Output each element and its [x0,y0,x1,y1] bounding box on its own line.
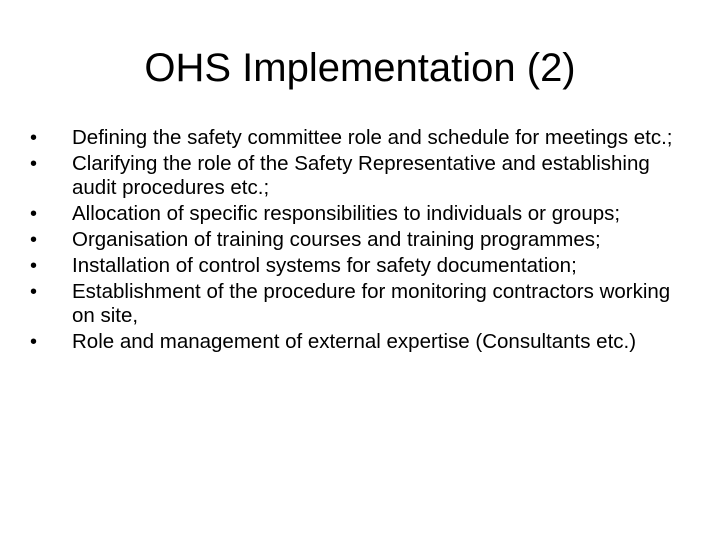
bullet-text: Installation of control systems for safety documentation; [72,254,577,277]
list-item [30,126,690,150]
bullet-icon: • [30,203,38,225]
bullet-list [30,126,690,356]
list-item [30,254,690,278]
list-item [30,228,690,252]
slide-title: OHS Implementation (2) [144,46,576,90]
list-item [30,330,690,354]
bullet-text: Organisation of training courses and training programmes; [72,228,601,251]
list-item [30,280,690,328]
list-item [30,202,690,226]
bullet-text: Clarifying the role of the Safety Representative and establishing audit procedures etc.; [72,152,650,199]
bullet-icon: • [30,229,38,251]
bullet-icon: • [30,255,38,277]
bullet-text: Establishment of the procedure for monitoring contractors working on site, [72,280,671,327]
list-item [30,152,690,200]
bullet-icon: • [30,331,38,353]
bullet-text: Defining the safety committee role and schedule for meetings etc.; [72,126,673,149]
bullet-icon: • [30,127,38,149]
bullet-icon: • [30,281,38,303]
bullet-icon: • [30,153,38,175]
bullet-text: Allocation of specific responsibilities to individuals or groups; [72,202,621,225]
bullet-text: Role and management of external expertise (Consultants etc.) [72,330,637,353]
